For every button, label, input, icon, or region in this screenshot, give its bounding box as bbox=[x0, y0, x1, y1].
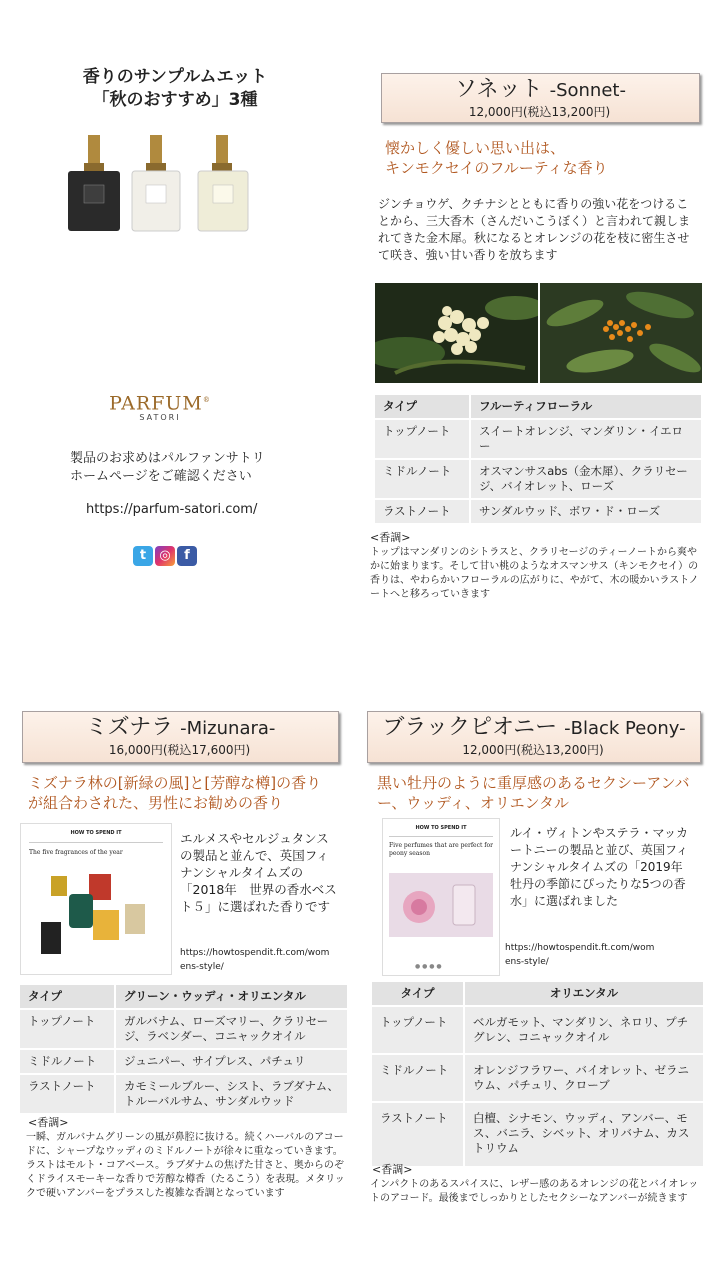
mizunara-last-value: カモミールブルー、シスト、ラブダナム、トルーバルサム、サンダルウッド bbox=[116, 1075, 347, 1113]
peony-type-value: オリエンタル bbox=[465, 982, 703, 1005]
peony-note-heading: <香調> bbox=[372, 1163, 413, 1176]
peony-name-en: -Black Peony- bbox=[564, 718, 686, 739]
sonnet-description: ジンチョウゲ、クチナシとともに香りの強い花をつけることから、三大香木（さんだいこうぼく）と言われて親しまれてきた金木犀。秋になるとオレンジの花を枝に密生させて咲き、強い甘い香りを放ちます bbox=[378, 197, 691, 262]
peony-flower-image bbox=[389, 873, 500, 953]
mizunara-note-heading: <香調> bbox=[28, 1116, 69, 1129]
peony-type-label: タイプ bbox=[372, 982, 465, 1005]
mizunara-name-jp: ミズナラ bbox=[85, 715, 174, 740]
mizunara-description: エルメスやセルジュタンスの製品と並んで、英国フィナンシャルタイムズの「2018年 世界の香水ベスト５」に選ばれた香りです bbox=[180, 831, 337, 914]
peony-top-value: ベルガモット、マンダリン、ネロリ、プチグレン、コニャックオイル bbox=[465, 1007, 703, 1053]
bottle-black-image bbox=[66, 135, 124, 233]
mizunara-link[interactable]: https://howtospendit.ft.com/womens-style/ bbox=[180, 948, 330, 972]
promo-title-line2: 「秋のおすすめ」3種 bbox=[92, 90, 258, 110]
mizunara-tagline: ミズナラ林の[新緑の風]と[芳醇な樽]の香りが組合わされた、男性にお勧めの香り bbox=[28, 774, 322, 812]
sonnet-top-label: トップノート bbox=[375, 420, 471, 458]
mizunara-bottles-image bbox=[21, 864, 171, 964]
peony-link[interactable]: https://howtospendit.ft.com/womens-style/ bbox=[505, 943, 655, 967]
peony-article-header: HOW TO SPEND IT bbox=[415, 825, 467, 831]
promo-title bbox=[40, 66, 310, 112]
sonnet-type-value: フルーティフローラル bbox=[471, 395, 701, 418]
brand-logo bbox=[100, 390, 220, 422]
mizunara-top-value: ガルバナム、ローズマリー、クラリセージ、ラベンダー、コニャックオイル bbox=[116, 1010, 347, 1048]
sonnet-top-value: スイートオレンジ、マンダリン・イエロー bbox=[471, 420, 701, 458]
bottle-white-image bbox=[130, 135, 184, 233]
purchase-line1: 製品のお求めはパルファンサトリ bbox=[70, 451, 265, 466]
sonnet-middle-value: オスマンサスabs（金木犀）、クラリセージ、バイオレット、ローズ bbox=[471, 460, 701, 498]
osmanthus-orange-photo bbox=[540, 283, 702, 383]
peony-price: 12,000円(税込13,200円) bbox=[462, 743, 604, 757]
sonnet-note-heading: <香調> bbox=[370, 531, 411, 544]
peony-middle-value: オレンジフラワー、バイオレット、ゼラニウム、パチュリ、クローブ bbox=[465, 1055, 703, 1101]
sonnet-note-text: トップはマンダリンのシトラスと、クラリセージのティーノートから爽やかに始まります。そして甘い桃のようなオスマンサス（キンモクセイ）の香りは、やわらかいフローラルの広がりに、やがて、木の暖かいラストノートへと移ろっていきます bbox=[370, 547, 699, 600]
osmanthus-white-photo bbox=[375, 283, 538, 383]
sonnet-middle-label: ミドルノート bbox=[375, 460, 471, 498]
mizunara-last-label: ラストノート bbox=[20, 1075, 116, 1113]
peony-note-text: インパクトのあるスパイスに、レザー感のあるオレンジの花とバイオレットのアコード。最後までしっかりとしたセクシーなアンバーが続きます bbox=[370, 1179, 699, 1204]
sonnet-last-value: サンダルウッド、ボワ・ド・ローズ bbox=[471, 500, 701, 523]
mizunara-top-label: トップノート bbox=[20, 1010, 116, 1048]
facebook-icon[interactable]: f bbox=[177, 546, 197, 566]
mizunara-article-title: The five fragrances of the year bbox=[29, 849, 123, 856]
sonnet-type-label: タイプ bbox=[375, 395, 471, 418]
sonnet-price: 12,000円(税込13,200円) bbox=[468, 105, 611, 119]
mizunara-article-header: HOW TO SPEND IT bbox=[70, 830, 122, 836]
peony-name-jp: ブラックピオニー bbox=[382, 715, 558, 740]
peony-notes-table bbox=[372, 980, 703, 1168]
mizunara-notes-table bbox=[20, 983, 347, 1115]
peony-top-label: トップノート bbox=[372, 1007, 465, 1053]
sonnet-tagline-line2: キンモクセイのフルーティな香り bbox=[385, 159, 608, 177]
purchase-line2: ホームページをご確認ください bbox=[70, 469, 252, 484]
mizunara-article-thumbnail[interactable] bbox=[20, 823, 172, 975]
sonnet-name-jp: ソネット bbox=[455, 77, 543, 102]
mizunara-middle-label: ミドルノート bbox=[20, 1050, 116, 1073]
sonnet-tagline bbox=[385, 138, 608, 178]
website-link[interactable]: https://parfum-satori.com/ bbox=[86, 502, 258, 517]
brand-main: PARFUM bbox=[109, 392, 203, 415]
purchase-note bbox=[70, 450, 310, 486]
peony-article-thumbnail[interactable] bbox=[382, 818, 500, 976]
twitter-icon[interactable]: t bbox=[133, 546, 153, 566]
mizunara-name-en: -Mizunara- bbox=[180, 718, 276, 739]
sonnet-last-label: ラストノート bbox=[375, 500, 471, 523]
mizunara-middle-value: ジュニパー、サイプレス、パチュリ bbox=[116, 1050, 347, 1073]
bottle-cream-image bbox=[196, 135, 252, 233]
peony-tagline: 黒い牡丹のように重厚感のあるセクシーアンバー、ウッディ、オリエンタル bbox=[377, 774, 690, 812]
brand-mark: ® bbox=[202, 396, 211, 404]
mizunara-type-label: タイプ bbox=[20, 985, 116, 1008]
sonnet-notes-table bbox=[375, 393, 701, 525]
mizunara-price: 16,000円(税込17,600円) bbox=[108, 743, 251, 757]
mizunara-type-value: グリーン・ウッディ・オリエンタル bbox=[116, 985, 347, 1008]
peony-middle-label: ミドルノート bbox=[372, 1055, 465, 1101]
mizunara-note-text: 一瞬、ガルバナムグリーンの風が鼻腔に抜ける。続くハーバルのアコードに、シャープなウッディのミドルノートが徐々に重なっていきます。ラストはモルト・コアベース。ラブダナムの焦げた甘さと、奥からのぞくドライスモーキーな香りで芳醇な樽香（たるこう）を表現。メタリックで硬いアンバーをプラスした複雑な香調となっています bbox=[26, 1132, 345, 1199]
promo-title-line1: 香りのサンプルムエット bbox=[82, 67, 268, 87]
sonnet-name-en: -Sonnet- bbox=[549, 80, 626, 101]
brand-sub: SATORI bbox=[139, 413, 181, 423]
peony-last-label: ラストノート bbox=[372, 1103, 465, 1166]
peony-share-icons: ● ● ● ● bbox=[415, 963, 442, 970]
peony-last-value: 白檀、シナモン、ウッディ、アンバー、モス、バニラ、シベット、オリバナム、カストリウム bbox=[465, 1103, 703, 1166]
sonnet-tagline-line1: 懐かしく優しい思い出は、 bbox=[385, 139, 566, 157]
peony-article-title: Five perfumes that are perfect for peony season bbox=[389, 842, 493, 857]
peony-description: ルイ・ヴィトンやステラ・マッカートニーの製品と並び、英国フィナンシャルタイムズの「2019年 牡丹の季節にぴったりな5つの香水」に選ばれました bbox=[510, 826, 695, 908]
instagram-icon[interactable]: ◎ bbox=[155, 546, 175, 566]
